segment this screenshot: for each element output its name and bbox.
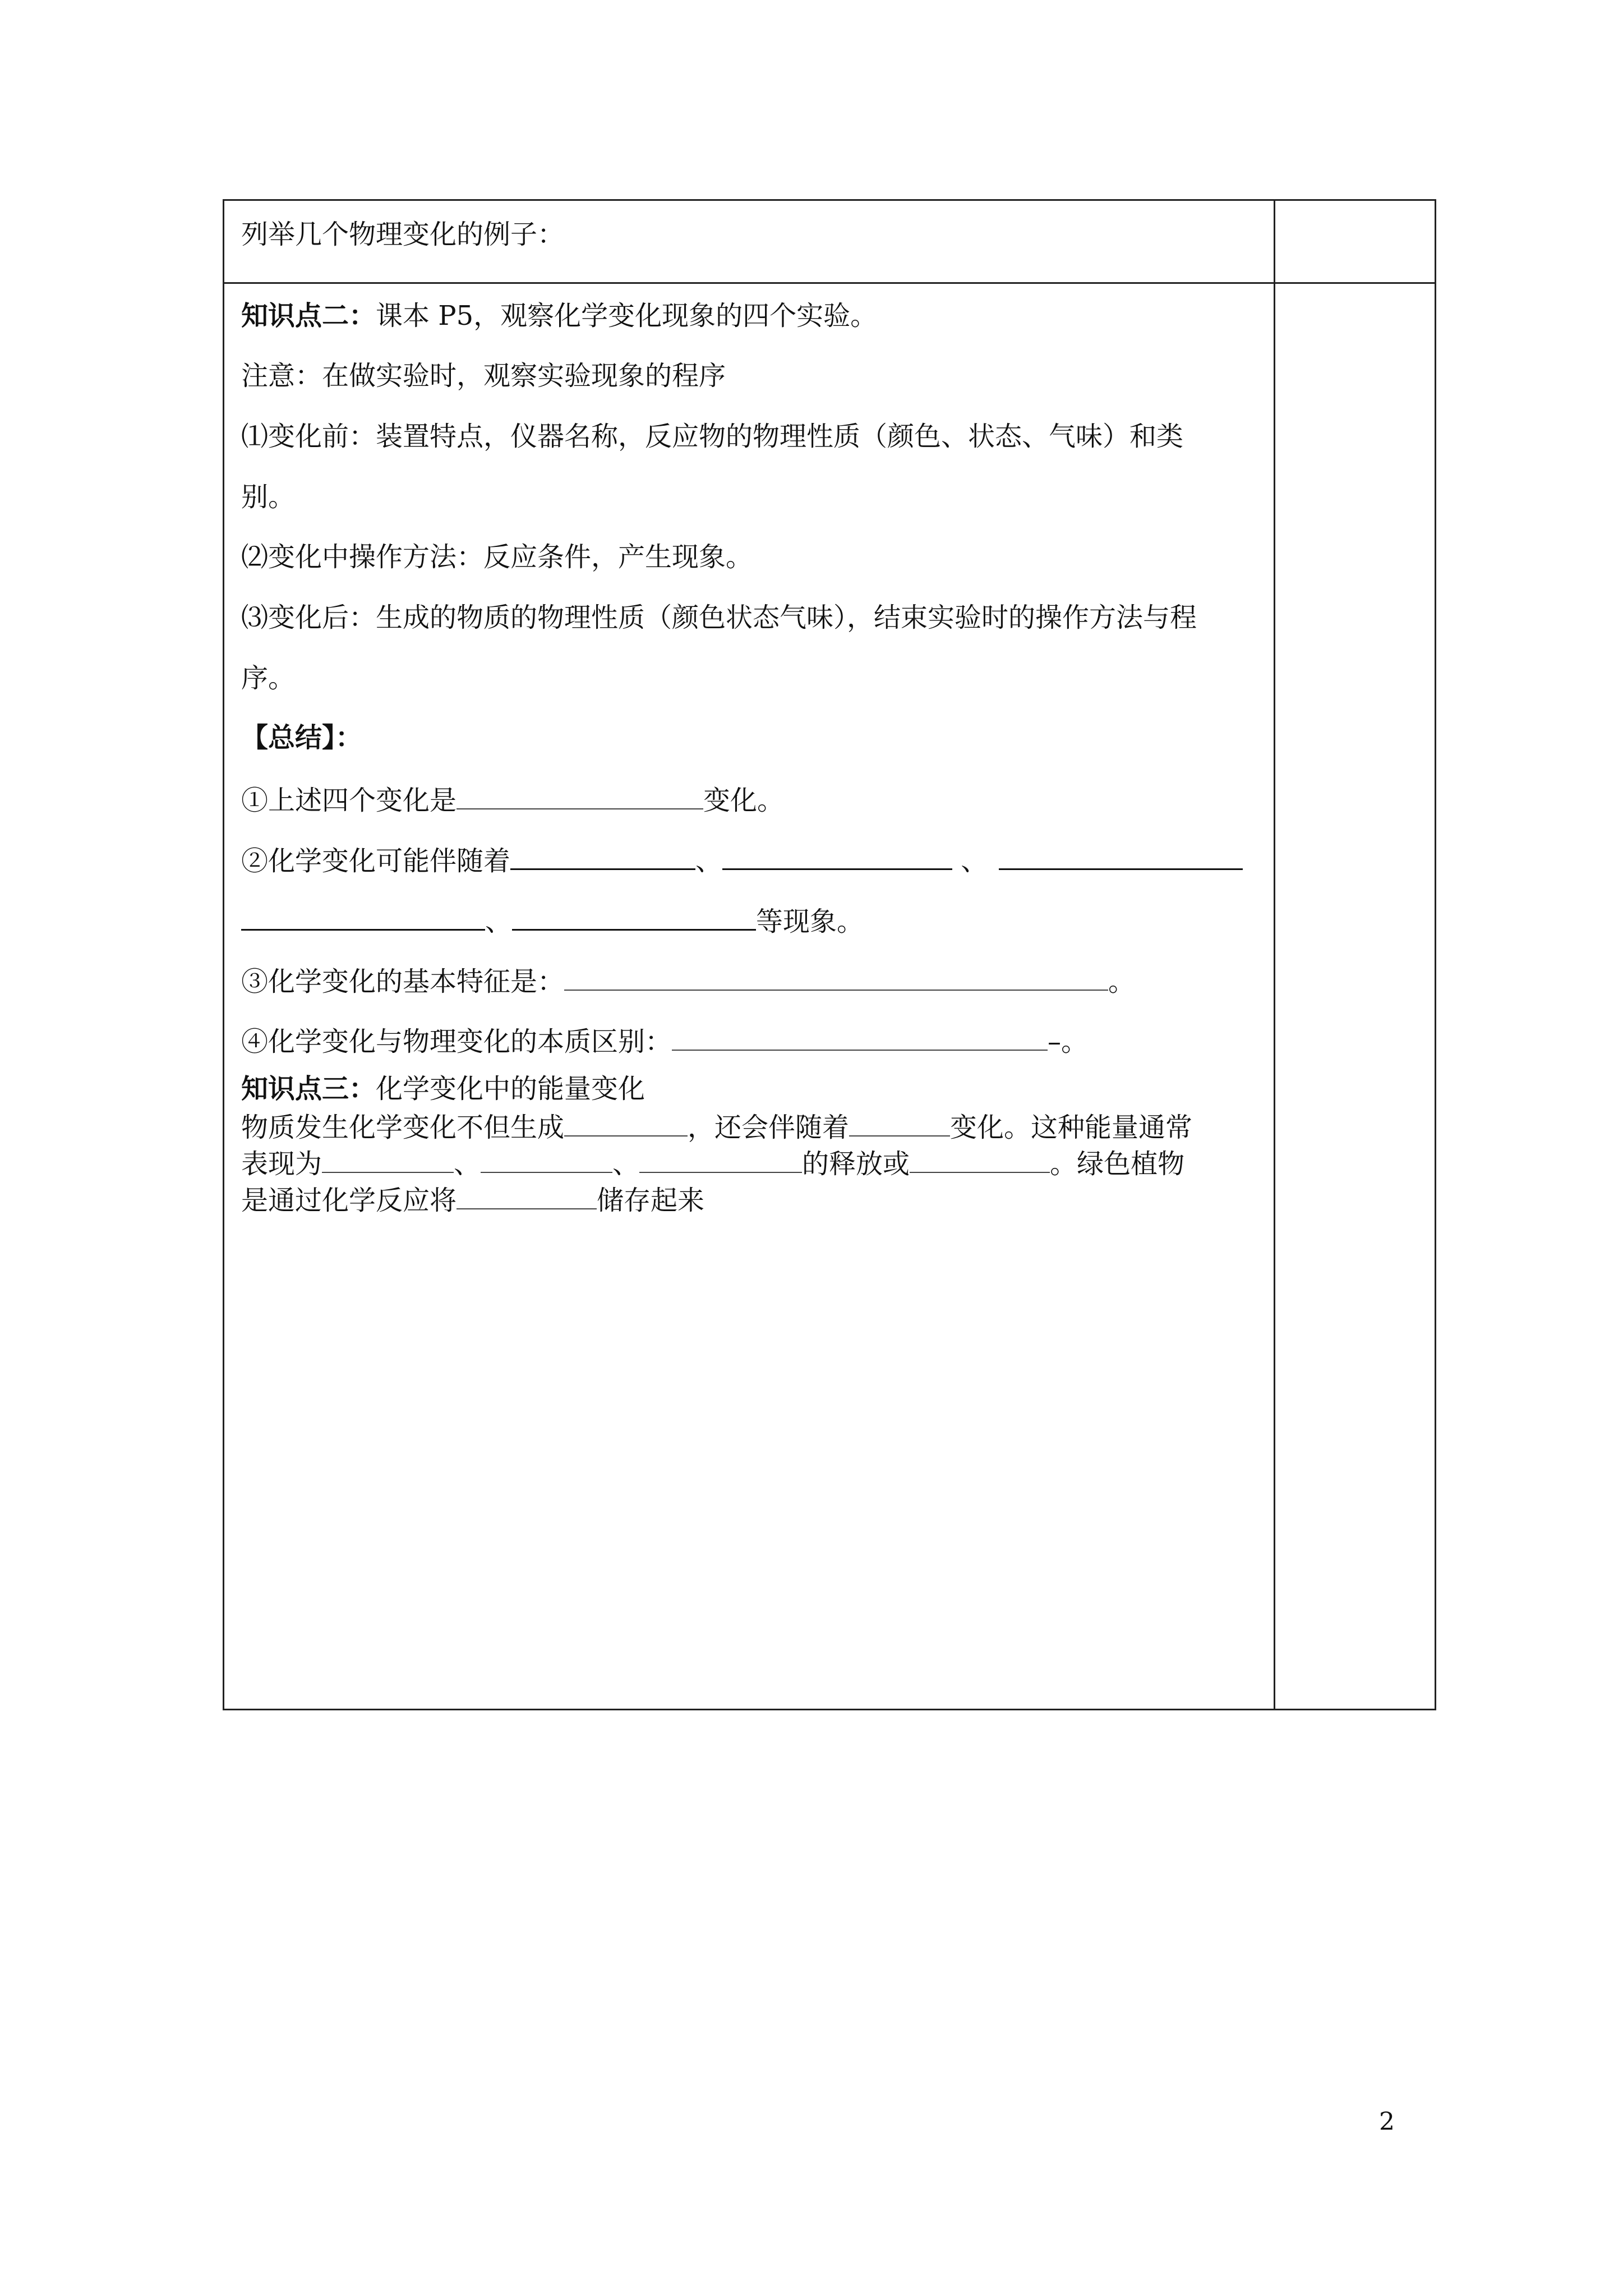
summary-question-2-line-1 [241,841,1243,878]
step-3-line-1: ⑶变化后：生成的物质的物理性质（颜色状态气味），结束实验时的操作方法与程 [241,602,1197,633]
p3-text-b: 储存起来 [597,1185,705,1216]
p1-text-b: ，还会伴随着 [688,1112,850,1143]
q1-prefix: ①上述四个变化是 [241,785,457,816]
p2-blank-3[interactable] [639,1145,802,1173]
q2-blank-3[interactable] [999,841,1243,870]
p2-blank-4[interactable] [910,1145,1050,1173]
summary-question-1 [241,781,784,817]
q2-blank-4[interactable] [241,902,485,931]
summary-heading: 【总结】： [241,722,363,753]
knowledge-point-two-text: 课本 P5，观察化学变化现象的四个实验。 [376,300,878,332]
knowledge-point-three-heading: 知识点三： [241,1073,376,1105]
step-3-line-2: 序。 [241,662,296,694]
p2-blank-2[interactable] [481,1145,612,1173]
column-divider [1274,201,1275,1709]
page-number: 2 [1379,2108,1395,2136]
knowledge-point-three [241,1072,645,1106]
q4-prefix: ④化学变化与物理变化的本质区别： [241,1026,672,1057]
summary-question-4 [241,1023,1088,1059]
step-2: ⑵变化中操作方法：反应条件，产生现象。 [241,541,753,573]
p2-text-c: 、 [612,1148,640,1180]
worksheet-table [223,199,1436,1710]
q2-suffix: 等现象。 [756,906,864,937]
q2-prefix: ②化学变化可能伴随着 [241,845,511,877]
row-divider [224,282,1435,284]
physical-change-examples-prompt: 列举几个物理变化的例子： [241,219,565,250]
q2-blank-2[interactable] [722,841,952,870]
p2-blank-1[interactable] [322,1145,454,1173]
q3-blank[interactable] [564,963,1108,991]
q2-blank-5[interactable] [512,902,756,931]
q2-blank-1[interactable] [510,841,695,870]
energy-paragraph-line-2 [241,1145,1184,1181]
p3-text-a: 是通过化学反应将 [241,1185,457,1216]
q2-separator-2: 、 [952,845,988,877]
q4-blank[interactable] [672,1023,1048,1051]
p1-text-a: 物质发生化学变化不但生成 [241,1112,565,1143]
p1-text-c: 变化。这种能量通常 [950,1112,1193,1143]
p1-blank-2[interactable] [849,1108,950,1137]
q4-suffix: –。 [1048,1026,1089,1057]
p1-blank-1[interactable] [564,1108,688,1137]
summary-question-2-line-2 [241,902,864,938]
energy-paragraph-line-3 [241,1181,704,1217]
p2-text-b: 、 [454,1148,481,1180]
knowledge-point-three-title: 化学变化中的能量变化 [376,1073,645,1105]
p2-text-d: 的释放或 [802,1148,910,1180]
q2-separator-1: 、 [695,845,723,877]
p2-text-a: 表现为 [241,1148,322,1180]
p3-blank-1[interactable] [457,1181,597,1209]
knowledge-point-two [241,299,877,333]
q2-separator-3: 、 [485,906,513,937]
q3-suffix: 。 [1108,966,1136,997]
step-1-line-2: 别。 [241,481,296,513]
energy-paragraph-line-1 [241,1108,1192,1144]
summary-question-3 [241,963,1135,999]
step-1-line-1: ⑴变化前：装置特点，仪器名称，反应物的物理性质（颜色、状态、气味）和类 [241,421,1184,452]
q1-blank[interactable] [457,781,703,809]
q3-prefix: ③化学变化的基本特征是： [241,966,565,997]
observation-note: 注意：在做实验时，观察实验现象的程序 [241,360,726,392]
knowledge-point-two-heading: 知识点二： [241,300,376,332]
q1-suffix: 变化。 [703,785,785,816]
p2-text-e: 。绿色植物 [1050,1148,1185,1180]
